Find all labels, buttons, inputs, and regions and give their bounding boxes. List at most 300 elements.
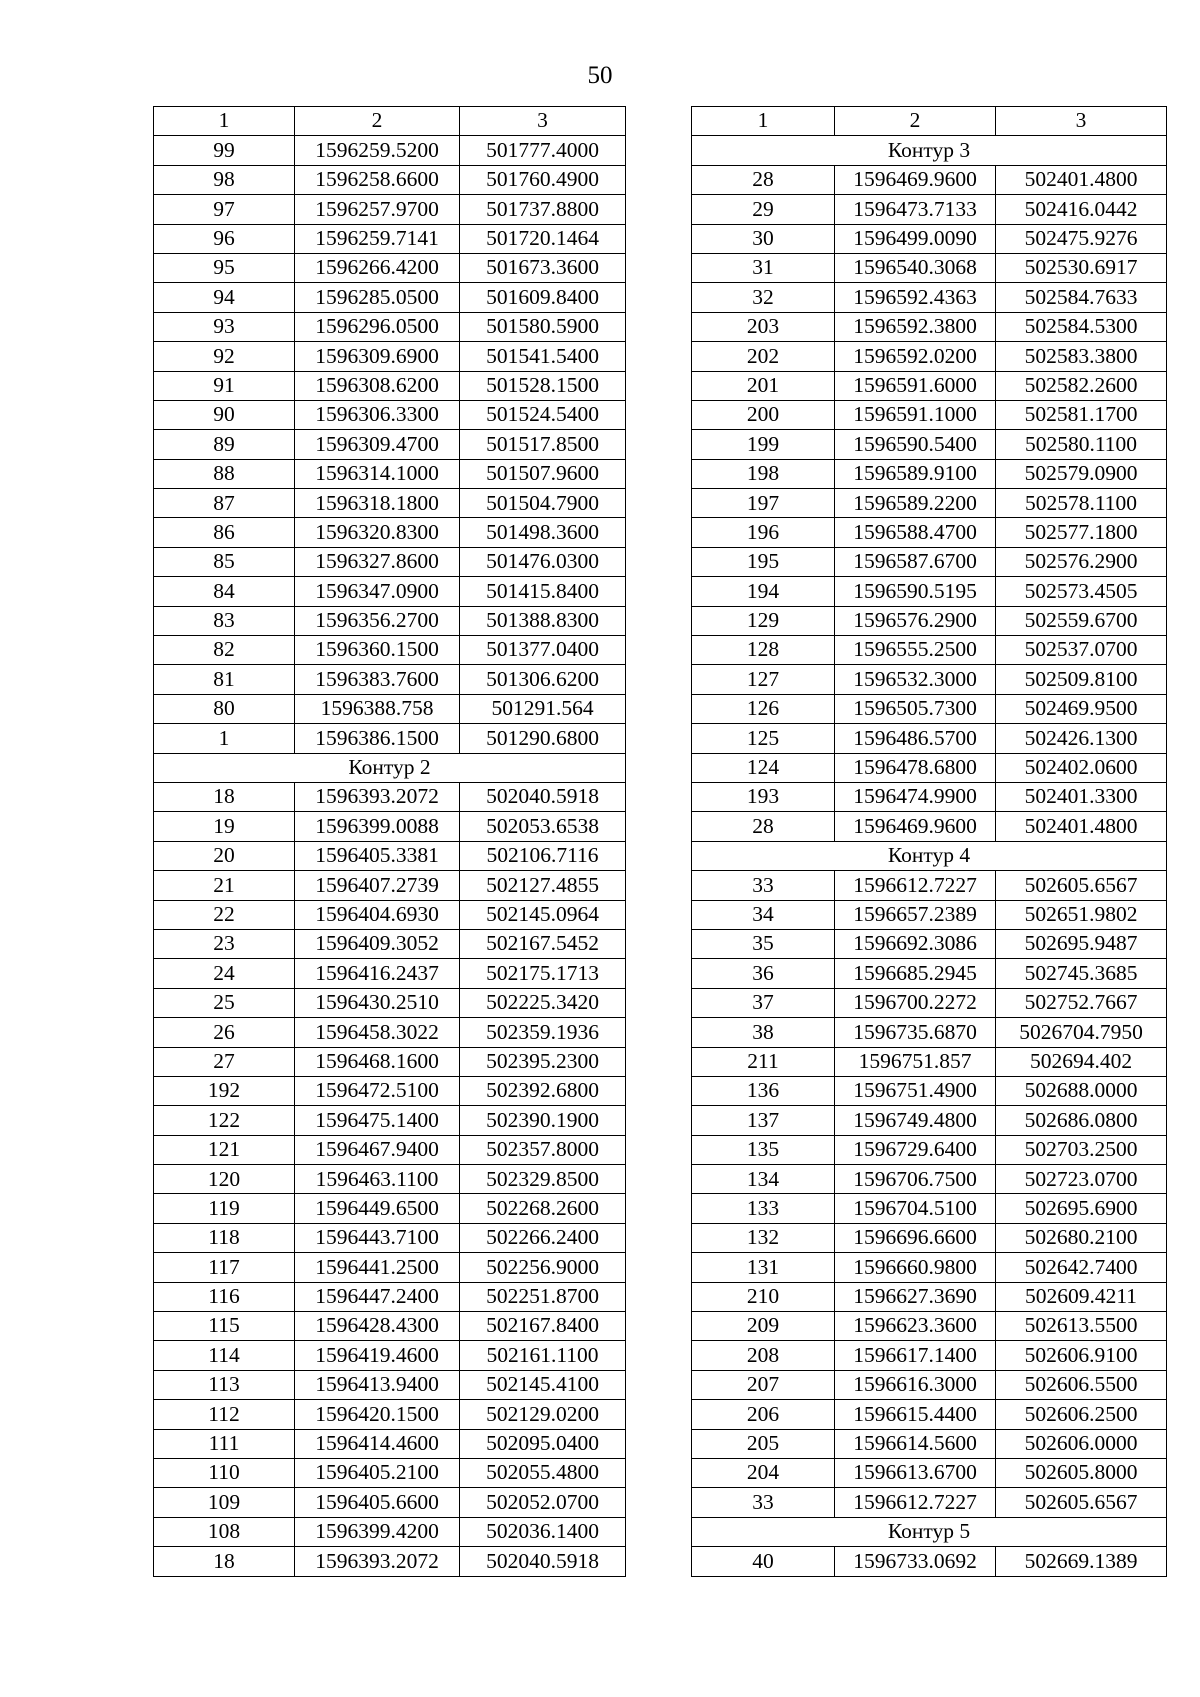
table-row — [692, 253, 1167, 282]
y-coordinate-cell: 502167.8400 — [460, 1312, 626, 1341]
x-coordinate-cell: 1596419.4600 — [295, 1341, 460, 1370]
point-number-cell: 1 — [154, 724, 295, 753]
point-number-cell: 27 — [154, 1047, 295, 1076]
point-number-cell: 24 — [154, 959, 295, 988]
y-coordinate-cell: 502745.3685 — [996, 959, 1167, 988]
x-coordinate-cell: 1596486.5700 — [835, 724, 996, 753]
x-coordinate-cell: 1596399.0088 — [295, 812, 460, 841]
x-coordinate-cell: 1596405.3381 — [295, 841, 460, 870]
table-row — [154, 1400, 626, 1429]
x-coordinate-cell: 1596407.2739 — [295, 871, 460, 900]
y-coordinate-cell: 502040.5918 — [460, 782, 626, 811]
x-coordinate-cell: 1596706.7500 — [835, 1165, 996, 1194]
table-row — [692, 1312, 1167, 1341]
x-coordinate-cell: 1596592.4363 — [835, 283, 996, 312]
point-number-cell: 18 — [154, 1547, 295, 1576]
contour-section-row — [692, 841, 1167, 870]
table-row — [692, 459, 1167, 488]
y-coordinate-cell: 502161.1100 — [460, 1341, 626, 1370]
y-coordinate-cell: 502609.4211 — [996, 1282, 1167, 1311]
point-number-cell: 92 — [154, 342, 295, 371]
y-coordinate-cell: 501541.5400 — [460, 342, 626, 371]
y-coordinate-cell: 502426.1300 — [996, 724, 1167, 753]
table-header-row — [692, 107, 1167, 136]
point-number-cell: 113 — [154, 1370, 295, 1399]
y-coordinate-cell: 502559.6700 — [996, 606, 1167, 635]
x-coordinate-cell: 1596458.3022 — [295, 1018, 460, 1047]
table-row — [692, 636, 1167, 665]
y-coordinate-cell: 502036.1400 — [460, 1517, 626, 1546]
table-row — [154, 812, 626, 841]
table-row — [154, 430, 626, 459]
y-coordinate-cell: 502416.0442 — [996, 195, 1167, 224]
contour-section-row — [154, 753, 626, 782]
y-coordinate-cell: 502577.1800 — [996, 518, 1167, 547]
y-coordinate-cell: 502175.1713 — [460, 959, 626, 988]
point-number-cell: 94 — [154, 283, 295, 312]
table-row — [692, 547, 1167, 576]
y-coordinate-cell: 502694.402 — [996, 1047, 1167, 1076]
point-number-cell: 124 — [692, 753, 835, 782]
point-number-cell: 32 — [692, 283, 835, 312]
y-coordinate-cell: 502579.0900 — [996, 459, 1167, 488]
x-coordinate-cell: 1596449.6500 — [295, 1194, 460, 1223]
point-number-cell: 34 — [692, 900, 835, 929]
point-number-cell: 199 — [692, 430, 835, 459]
table-row — [692, 1547, 1167, 1576]
y-coordinate-cell: 502752.7667 — [996, 988, 1167, 1017]
y-coordinate-cell: 502266.2400 — [460, 1223, 626, 1252]
point-number-cell: 195 — [692, 547, 835, 576]
table-row — [154, 136, 626, 165]
point-number-cell: 95 — [154, 253, 295, 282]
table-header-row — [154, 107, 626, 136]
point-number-cell: 98 — [154, 165, 295, 194]
point-number-cell: 206 — [692, 1400, 835, 1429]
table-row — [692, 195, 1167, 224]
point-number-cell: 201 — [692, 371, 835, 400]
y-coordinate-cell: 502606.0000 — [996, 1429, 1167, 1458]
table-row — [692, 489, 1167, 518]
table-row — [154, 224, 626, 253]
x-coordinate-cell: 1596469.9600 — [835, 812, 996, 841]
contour-section-row — [692, 1517, 1167, 1546]
y-coordinate-cell: 502357.8000 — [460, 1135, 626, 1164]
y-coordinate-cell: 502686.0800 — [996, 1106, 1167, 1135]
table-row — [692, 959, 1167, 988]
table-row — [154, 518, 626, 547]
point-number-cell: 198 — [692, 459, 835, 488]
point-number-cell: 193 — [692, 782, 835, 811]
table-row — [154, 1547, 626, 1576]
y-coordinate-cell: 502583.3800 — [996, 342, 1167, 371]
y-coordinate-cell: 502606.5500 — [996, 1370, 1167, 1399]
y-coordinate-cell: 502669.1389 — [996, 1547, 1167, 1576]
point-number-cell: 134 — [692, 1165, 835, 1194]
x-coordinate-cell: 1596360.1500 — [295, 636, 460, 665]
x-coordinate-cell: 1596441.2500 — [295, 1253, 460, 1282]
point-number-cell: 119 — [154, 1194, 295, 1223]
x-coordinate-cell: 1596590.5195 — [835, 577, 996, 606]
x-coordinate-cell: 1596587.6700 — [835, 547, 996, 576]
x-coordinate-cell: 1596685.2945 — [835, 959, 996, 988]
point-number-cell: 137 — [692, 1106, 835, 1135]
table-row — [154, 1312, 626, 1341]
x-coordinate-cell: 1596469.9600 — [835, 165, 996, 194]
x-coordinate-cell: 1596430.2510 — [295, 988, 460, 1017]
y-coordinate-cell: 501580.5900 — [460, 312, 626, 341]
table-body — [692, 107, 1167, 1577]
point-number-cell: 28 — [692, 165, 835, 194]
y-coordinate-cell: 501720.1464 — [460, 224, 626, 253]
point-number-cell: 194 — [692, 577, 835, 606]
table-row — [692, 1165, 1167, 1194]
x-coordinate-cell: 1596259.7141 — [295, 224, 460, 253]
y-coordinate-cell: 502127.4855 — [460, 871, 626, 900]
point-number-cell: 204 — [692, 1458, 835, 1487]
y-coordinate-cell: 501760.4900 — [460, 165, 626, 194]
table-row — [692, 871, 1167, 900]
point-number-cell: 108 — [154, 1517, 295, 1546]
x-coordinate-cell: 1596472.5100 — [295, 1076, 460, 1105]
y-coordinate-cell: 502392.6800 — [460, 1076, 626, 1105]
table-row — [154, 312, 626, 341]
table-row — [154, 1517, 626, 1546]
y-coordinate-cell: 502584.5300 — [996, 312, 1167, 341]
point-number-cell: 126 — [692, 694, 835, 723]
y-coordinate-cell: 501290.6800 — [460, 724, 626, 753]
x-coordinate-cell: 1596409.3052 — [295, 929, 460, 958]
point-number-cell: 135 — [692, 1135, 835, 1164]
x-coordinate-cell: 1596318.1800 — [295, 489, 460, 518]
y-coordinate-cell: 502605.8000 — [996, 1458, 1167, 1487]
point-number-cell: 122 — [154, 1106, 295, 1135]
x-coordinate-cell: 1596474.9900 — [835, 782, 996, 811]
point-number-cell: 97 — [154, 195, 295, 224]
point-number-cell: 136 — [692, 1076, 835, 1105]
point-number-cell: 22 — [154, 900, 295, 929]
y-coordinate-cell: 502703.2500 — [996, 1135, 1167, 1164]
table-row — [692, 1400, 1167, 1429]
x-coordinate-cell: 1596555.2500 — [835, 636, 996, 665]
point-number-cell: 90 — [154, 400, 295, 429]
point-number-cell: 23 — [154, 929, 295, 958]
point-number-cell: 192 — [154, 1076, 295, 1105]
point-number-cell: 110 — [154, 1458, 295, 1487]
y-coordinate-cell: 501609.8400 — [460, 283, 626, 312]
y-coordinate-cell: 502723.0700 — [996, 1165, 1167, 1194]
x-coordinate-cell: 1596589.9100 — [835, 459, 996, 488]
point-number-cell: 84 — [154, 577, 295, 606]
y-coordinate-cell: 501504.7900 — [460, 489, 626, 518]
table-row — [692, 782, 1167, 811]
y-coordinate-cell: 502251.8700 — [460, 1282, 626, 1311]
table-row — [692, 430, 1167, 459]
x-coordinate-cell: 1596729.6400 — [835, 1135, 996, 1164]
x-coordinate-cell: 1596589.2200 — [835, 489, 996, 518]
y-coordinate-cell: 502613.5500 — [996, 1312, 1167, 1341]
x-coordinate-cell: 1596473.7133 — [835, 195, 996, 224]
x-coordinate-cell: 1596405.6600 — [295, 1488, 460, 1517]
table-row — [154, 606, 626, 635]
table-row — [154, 283, 626, 312]
table-row — [154, 547, 626, 576]
x-coordinate-cell: 1596413.9400 — [295, 1370, 460, 1399]
point-number-cell: 111 — [154, 1429, 295, 1458]
x-coordinate-cell: 1596704.5100 — [835, 1194, 996, 1223]
x-coordinate-cell: 1596386.1500 — [295, 724, 460, 753]
point-number-cell: 209 — [692, 1312, 835, 1341]
point-number-cell: 129 — [692, 606, 835, 635]
x-coordinate-cell: 1596428.4300 — [295, 1312, 460, 1341]
point-number-cell: 132 — [692, 1223, 835, 1252]
point-number-cell: 125 — [692, 724, 835, 753]
y-coordinate-cell: 502642.7400 — [996, 1253, 1167, 1282]
contour-heading: Контур 3 — [692, 136, 1167, 165]
x-coordinate-cell: 1596623.3600 — [835, 1312, 996, 1341]
table-row — [692, 1076, 1167, 1105]
table-row — [692, 606, 1167, 635]
x-coordinate-cell: 1596393.2072 — [295, 1547, 460, 1576]
x-coordinate-cell: 1596467.9400 — [295, 1135, 460, 1164]
table-row — [692, 1429, 1167, 1458]
x-coordinate-cell: 1596347.0900 — [295, 577, 460, 606]
table-row — [154, 900, 626, 929]
y-coordinate-cell: 501476.0300 — [460, 547, 626, 576]
contour-heading: Контур 2 — [154, 753, 626, 782]
point-number-cell: 18 — [154, 782, 295, 811]
point-number-cell: 203 — [692, 312, 835, 341]
table-row — [154, 1488, 626, 1517]
y-coordinate-cell: 502106.7116 — [460, 841, 626, 870]
y-coordinate-cell: 502530.6917 — [996, 253, 1167, 282]
point-number-cell: 26 — [154, 1018, 295, 1047]
x-coordinate-cell: 1596616.3000 — [835, 1370, 996, 1399]
point-number-cell: 83 — [154, 606, 295, 635]
table-row — [692, 342, 1167, 371]
table-row — [154, 342, 626, 371]
y-coordinate-cell: 502329.8500 — [460, 1165, 626, 1194]
y-coordinate-cell: 502402.0600 — [996, 753, 1167, 782]
table-row — [154, 489, 626, 518]
y-coordinate-cell: 502509.8100 — [996, 665, 1167, 694]
table-row — [692, 1047, 1167, 1076]
y-coordinate-cell: 502167.5452 — [460, 929, 626, 958]
table-row — [692, 312, 1167, 341]
column-header: 2 — [835, 107, 996, 136]
y-coordinate-cell: 501528.1500 — [460, 371, 626, 400]
y-coordinate-cell: 501517.8500 — [460, 430, 626, 459]
x-coordinate-cell: 1596749.4800 — [835, 1106, 996, 1135]
table-row — [692, 165, 1167, 194]
x-coordinate-cell: 1596443.7100 — [295, 1223, 460, 1252]
x-coordinate-cell: 1596258.6600 — [295, 165, 460, 194]
x-coordinate-cell: 1596751.4900 — [835, 1076, 996, 1105]
point-number-cell: 89 — [154, 430, 295, 459]
x-coordinate-cell: 1596296.0500 — [295, 312, 460, 341]
x-coordinate-cell: 1596314.1000 — [295, 459, 460, 488]
contour-heading: Контур 5 — [692, 1517, 1167, 1546]
point-number-cell: 211 — [692, 1047, 835, 1076]
table-row — [154, 636, 626, 665]
table-row — [154, 371, 626, 400]
point-number-cell: 93 — [154, 312, 295, 341]
table-row — [692, 577, 1167, 606]
table-row — [692, 753, 1167, 782]
table-row — [692, 1341, 1167, 1370]
table-body — [154, 107, 626, 1577]
point-number-cell: 200 — [692, 400, 835, 429]
table-row — [692, 900, 1167, 929]
point-number-cell: 19 — [154, 812, 295, 841]
point-number-cell: 197 — [692, 489, 835, 518]
point-number-cell: 86 — [154, 518, 295, 547]
y-coordinate-cell: 502401.3300 — [996, 782, 1167, 811]
point-number-cell: 202 — [692, 342, 835, 371]
x-coordinate-cell: 1596615.4400 — [835, 1400, 996, 1429]
table-row — [154, 1047, 626, 1076]
y-coordinate-cell: 502688.0000 — [996, 1076, 1167, 1105]
y-coordinate-cell: 502695.9487 — [996, 929, 1167, 958]
point-number-cell: 118 — [154, 1223, 295, 1252]
x-coordinate-cell: 1596591.1000 — [835, 400, 996, 429]
x-coordinate-cell: 1596532.3000 — [835, 665, 996, 694]
coordinates-table-right — [691, 106, 1167, 1577]
x-coordinate-cell: 1596576.2900 — [835, 606, 996, 635]
contour-heading: Контур 4 — [692, 841, 1167, 870]
y-coordinate-cell: 502129.0200 — [460, 1400, 626, 1429]
point-number-cell: 208 — [692, 1341, 835, 1370]
point-number-cell: 40 — [692, 1547, 835, 1576]
y-coordinate-cell: 5026704.7950 — [996, 1018, 1167, 1047]
table-row — [154, 988, 626, 1017]
y-coordinate-cell: 502695.6900 — [996, 1194, 1167, 1223]
point-number-cell: 127 — [692, 665, 835, 694]
column-header: 1 — [154, 107, 295, 136]
table-row — [692, 665, 1167, 694]
point-number-cell: 81 — [154, 665, 295, 694]
x-coordinate-cell: 1596505.7300 — [835, 694, 996, 723]
x-coordinate-cell: 1596356.2700 — [295, 606, 460, 635]
point-number-cell: 115 — [154, 1312, 295, 1341]
table-row — [154, 1076, 626, 1105]
table-row — [154, 165, 626, 194]
x-coordinate-cell: 1596257.9700 — [295, 195, 460, 224]
y-coordinate-cell: 502469.9500 — [996, 694, 1167, 723]
point-number-cell: 37 — [692, 988, 835, 1017]
table-row — [154, 1429, 626, 1458]
y-coordinate-cell: 501737.8800 — [460, 195, 626, 224]
y-coordinate-cell: 501388.8300 — [460, 606, 626, 635]
y-coordinate-cell: 502145.0964 — [460, 900, 626, 929]
x-coordinate-cell: 1596614.5600 — [835, 1429, 996, 1458]
point-number-cell: 29 — [692, 195, 835, 224]
point-number-cell: 85 — [154, 547, 295, 576]
y-coordinate-cell: 502225.3420 — [460, 988, 626, 1017]
table-row — [154, 1223, 626, 1252]
point-number-cell: 131 — [692, 1253, 835, 1282]
column-header: 1 — [692, 107, 835, 136]
table-row — [692, 1282, 1167, 1311]
point-number-cell: 82 — [154, 636, 295, 665]
x-coordinate-cell: 1596393.2072 — [295, 782, 460, 811]
point-number-cell: 128 — [692, 636, 835, 665]
x-coordinate-cell: 1596588.4700 — [835, 518, 996, 547]
table-row — [154, 724, 626, 753]
table-row — [154, 400, 626, 429]
x-coordinate-cell: 1596657.2389 — [835, 900, 996, 929]
x-coordinate-cell: 1596420.1500 — [295, 1400, 460, 1429]
y-coordinate-cell: 502605.6567 — [996, 871, 1167, 900]
x-coordinate-cell: 1596590.5400 — [835, 430, 996, 459]
table-row — [692, 1488, 1167, 1517]
y-coordinate-cell: 502095.0400 — [460, 1429, 626, 1458]
y-coordinate-cell: 502052.0700 — [460, 1488, 626, 1517]
table-row — [692, 1370, 1167, 1399]
x-coordinate-cell: 1596414.4600 — [295, 1429, 460, 1458]
point-number-cell: 109 — [154, 1488, 295, 1517]
x-coordinate-cell: 1596404.6930 — [295, 900, 460, 929]
table-row — [154, 1282, 626, 1311]
y-coordinate-cell: 502606.2500 — [996, 1400, 1167, 1429]
x-coordinate-cell: 1596751.857 — [835, 1047, 996, 1076]
point-number-cell: 80 — [154, 694, 295, 723]
y-coordinate-cell: 501306.6200 — [460, 665, 626, 694]
point-number-cell: 207 — [692, 1370, 835, 1399]
point-number-cell: 35 — [692, 929, 835, 958]
y-coordinate-cell: 502401.4800 — [996, 165, 1167, 194]
y-coordinate-cell: 502390.1900 — [460, 1106, 626, 1135]
table-row — [692, 724, 1167, 753]
point-number-cell: 210 — [692, 1282, 835, 1311]
y-coordinate-cell: 502401.4800 — [996, 812, 1167, 841]
point-number-cell: 120 — [154, 1165, 295, 1194]
y-coordinate-cell: 501673.3600 — [460, 253, 626, 282]
table-row — [692, 1458, 1167, 1487]
table-row — [692, 224, 1167, 253]
table-row — [154, 459, 626, 488]
x-coordinate-cell: 1596696.6600 — [835, 1223, 996, 1252]
point-number-cell: 36 — [692, 959, 835, 988]
point-number-cell: 205 — [692, 1429, 835, 1458]
table-row — [154, 1018, 626, 1047]
table-row — [692, 400, 1167, 429]
point-number-cell: 96 — [154, 224, 295, 253]
y-coordinate-cell: 502581.1700 — [996, 400, 1167, 429]
x-coordinate-cell: 1596309.4700 — [295, 430, 460, 459]
x-coordinate-cell: 1596416.2437 — [295, 959, 460, 988]
point-number-cell: 114 — [154, 1341, 295, 1370]
y-coordinate-cell: 502537.0700 — [996, 636, 1167, 665]
x-coordinate-cell: 1596692.3086 — [835, 929, 996, 958]
x-coordinate-cell: 1596266.4200 — [295, 253, 460, 282]
x-coordinate-cell: 1596475.1400 — [295, 1106, 460, 1135]
x-coordinate-cell: 1596660.9800 — [835, 1253, 996, 1282]
y-coordinate-cell: 501377.0400 — [460, 636, 626, 665]
x-coordinate-cell: 1596700.2272 — [835, 988, 996, 1017]
point-number-cell: 196 — [692, 518, 835, 547]
point-number-cell: 33 — [692, 871, 835, 900]
table-row — [154, 1194, 626, 1223]
point-number-cell: 117 — [154, 1253, 295, 1282]
y-coordinate-cell: 502584.7633 — [996, 283, 1167, 312]
x-coordinate-cell: 1596540.3068 — [835, 253, 996, 282]
x-coordinate-cell: 1596499.0090 — [835, 224, 996, 253]
point-number-cell: 28 — [692, 812, 835, 841]
x-coordinate-cell: 1596463.1100 — [295, 1165, 460, 1194]
point-number-cell: 38 — [692, 1018, 835, 1047]
y-coordinate-cell: 501777.4000 — [460, 136, 626, 165]
